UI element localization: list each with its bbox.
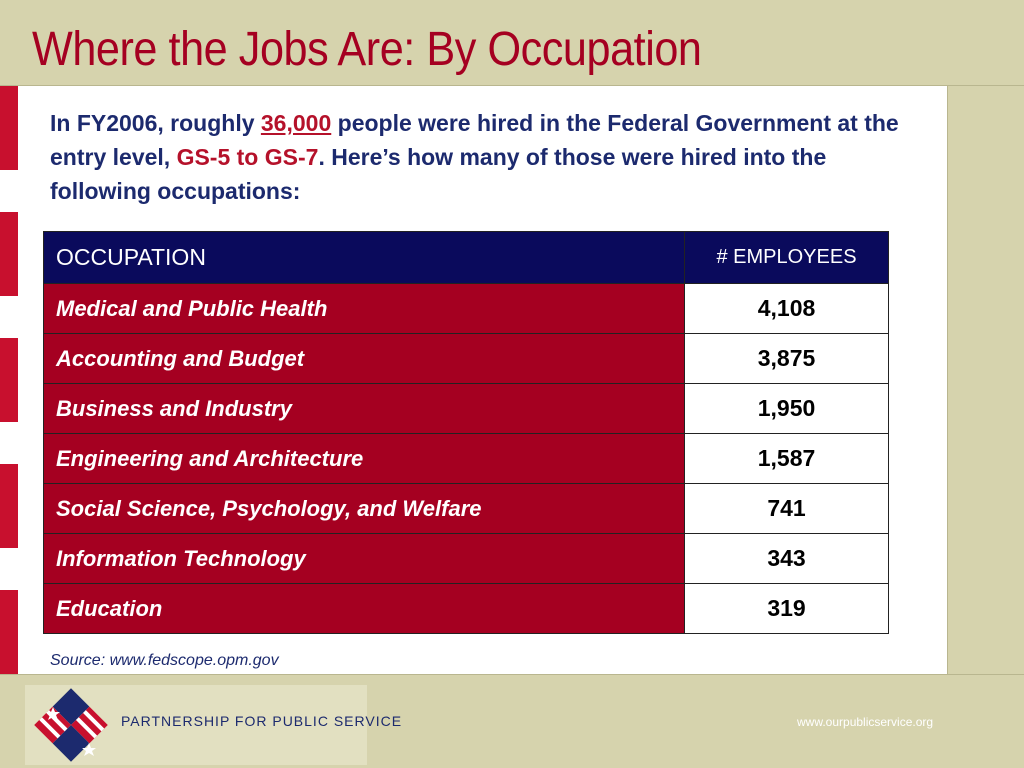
intro-part-2: people were hired in the Federal Government at the entry level,: [50, 110, 899, 170]
title-bar: [0, 0, 1024, 86]
table-row: [44, 584, 889, 634]
footer-url[interactable]: www.ourpublicservice.org: [797, 715, 934, 729]
occupation-cell: Social Science, Psychology, and Welfare: [44, 484, 685, 534]
employees-cell: 1,950: [685, 384, 889, 434]
star-flag-logo-icon: [33, 687, 109, 763]
table-row: [44, 534, 889, 584]
logo-text: PARTNERSHIP FOR PUBLIC SERVICE: [121, 713, 403, 729]
page-title: Where the Jobs Are: By Occupation: [32, 23, 702, 76]
table-header-row: [44, 232, 889, 284]
occupation-table: [43, 231, 889, 634]
employees-cell: 319: [685, 584, 889, 634]
partnership-logo: [25, 685, 403, 765]
occupation-cell: Engineering and Architecture: [44, 434, 685, 484]
employees-cell: 741: [685, 484, 889, 534]
intro-part-3: . Here’s how many of those were hired into the following occupations:: [50, 144, 827, 204]
employees-cell: 3,875: [685, 334, 889, 384]
table-row: [44, 284, 889, 334]
hired-count: 36,000: [260, 110, 332, 136]
right-side-panel: [947, 86, 1024, 674]
occupation-cell: Accounting and Budget: [44, 334, 685, 384]
grade-range: GS-5 to GS-7: [176, 144, 319, 170]
occupation-cell: Education: [44, 584, 685, 634]
intro-text: [50, 106, 920, 208]
employees-cell: 1,587: [685, 434, 889, 484]
header-occupation: OCCUPATION: [44, 232, 685, 284]
occupation-cell: Business and Industry: [44, 384, 685, 434]
content-panel: [18, 86, 947, 674]
intro-part-1: In FY2006, roughly: [50, 110, 261, 136]
table-row: [44, 434, 889, 484]
footer: [0, 674, 1024, 768]
table-row: [44, 384, 889, 434]
employees-cell: 4,108: [685, 284, 889, 334]
flag-stripe-bar: [0, 86, 18, 674]
occupation-cell: Information Technology: [44, 534, 685, 584]
table-row: [44, 334, 889, 384]
employees-cell: 343: [685, 534, 889, 584]
header-employees: # EMPLOYEES: [685, 232, 889, 284]
source-note: Source: www.fedscope.opm.gov: [50, 652, 279, 669]
occupation-cell: Medical and Public Health: [44, 284, 685, 334]
table-row: [44, 484, 889, 534]
